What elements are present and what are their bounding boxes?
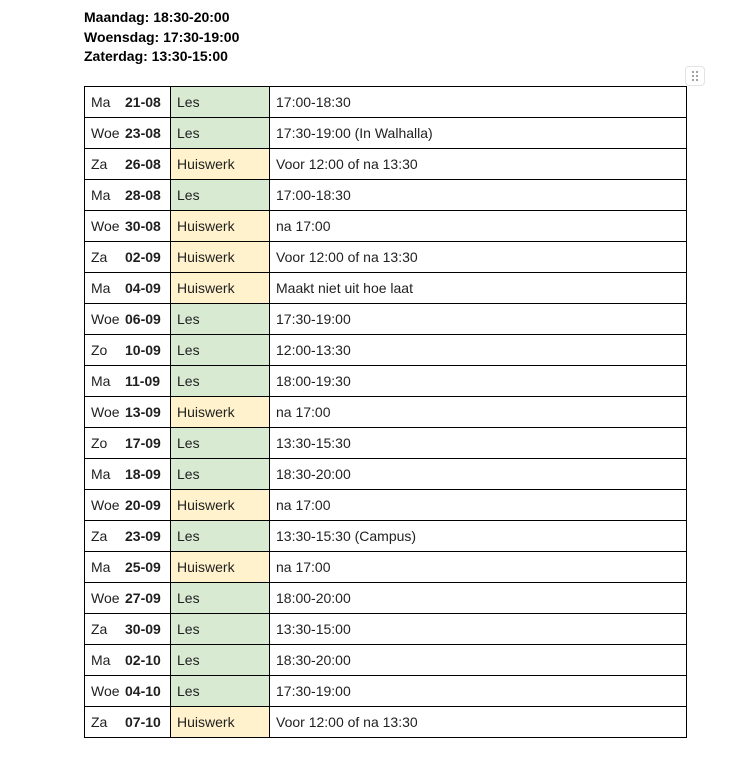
- day-date: 06-09: [125, 311, 161, 327]
- schedule-line-monday: Maandag: 18:30-20:00: [84, 9, 230, 25]
- table-row: [85, 707, 687, 738]
- day-date: 10-09: [125, 342, 161, 358]
- day-date: 21-08: [125, 94, 161, 110]
- day-name: Ma: [91, 373, 111, 389]
- day-date: 17-09: [125, 435, 161, 451]
- date-cell[interactable]: [85, 645, 171, 676]
- table-row: [85, 211, 687, 242]
- day-date: 30-08: [125, 218, 161, 234]
- day-name: Woe: [91, 497, 120, 513]
- date-cell[interactable]: [85, 614, 171, 645]
- day-date: 02-09: [125, 249, 161, 265]
- time-cell[interactable]: 18:00-20:00: [270, 583, 687, 614]
- drag-dots-icon: [691, 70, 699, 82]
- day-date: 07-10: [125, 714, 161, 730]
- type-cell[interactable]: Huiswerk: [171, 707, 270, 738]
- day-name: Ma: [91, 187, 111, 203]
- time-cell[interactable]: na 17:00: [270, 397, 687, 428]
- schedule-line-wednesday: Woensdag: 17:30-19:00: [84, 28, 240, 45]
- table-row: [85, 118, 687, 149]
- day-name: Ma: [91, 466, 111, 482]
- day-date: 13-09: [125, 404, 161, 420]
- table-row: [85, 645, 687, 676]
- time-cell[interactable]: Voor 12:00 of na 13:30: [270, 707, 687, 738]
- day-name: Ma: [91, 94, 111, 110]
- time-cell[interactable]: 17:00-18:30: [270, 87, 687, 118]
- day-name: Woe: [91, 125, 120, 141]
- time-cell[interactable]: 18:30-20:00: [270, 645, 687, 676]
- type-cell[interactable]: Les: [171, 304, 270, 335]
- schedule-table-body: [85, 87, 687, 738]
- date-cell[interactable]: [85, 211, 171, 242]
- table-row: [85, 273, 687, 304]
- date-cell[interactable]: [85, 149, 171, 180]
- day-date: 26-08: [125, 156, 161, 172]
- day-date: 30-09: [125, 621, 161, 637]
- day-name: Za: [91, 249, 108, 265]
- day-date: 23-08: [125, 125, 161, 141]
- time-cell[interactable]: 17:30-19:00 (In Walhalla): [270, 118, 687, 149]
- table-row: [85, 583, 687, 614]
- date-cell[interactable]: [85, 521, 171, 552]
- day-name: Za: [91, 156, 108, 172]
- time-cell[interactable]: 17:30-19:00: [270, 304, 687, 335]
- table-row: [85, 149, 687, 180]
- table-row: [85, 180, 687, 211]
- type-cell[interactable]: Les: [171, 521, 270, 552]
- date-cell[interactable]: [85, 118, 171, 149]
- day-name: Woe: [91, 590, 120, 606]
- time-cell[interactable]: 13:30-15:00: [270, 614, 687, 645]
- day-date: 23-09: [125, 528, 161, 544]
- day-date: 02-10: [125, 652, 161, 668]
- type-cell[interactable]: Les: [171, 180, 270, 211]
- time-cell[interactable]: na 17:00: [270, 211, 687, 242]
- day-name: Za: [91, 621, 108, 637]
- time-cell[interactable]: 18:30-20:00: [270, 459, 687, 490]
- day-date: 28-08: [125, 187, 161, 203]
- day-name: Ma: [91, 652, 111, 668]
- day-name: Zo: [91, 342, 108, 358]
- type-cell[interactable]: Les: [171, 118, 270, 149]
- type-cell[interactable]: Les: [171, 614, 270, 645]
- day-name: Za: [91, 714, 108, 730]
- time-cell[interactable]: Voor 12:00 of na 13:30: [270, 242, 687, 273]
- day-name: Woe: [91, 311, 120, 327]
- type-cell[interactable]: Les: [171, 428, 270, 459]
- time-cell[interactable]: na 17:00: [270, 552, 687, 583]
- date-cell[interactable]: [85, 552, 171, 583]
- table-row: [85, 676, 687, 707]
- type-cell[interactable]: Huiswerk: [171, 242, 270, 273]
- time-cell[interactable]: Maakt niet uit hoe laat: [270, 273, 687, 304]
- table-row: [85, 335, 687, 366]
- date-cell[interactable]: [85, 304, 171, 335]
- type-cell[interactable]: Les: [171, 335, 270, 366]
- date-cell[interactable]: [85, 676, 171, 707]
- table-row: [85, 366, 687, 397]
- table-row: [85, 490, 687, 521]
- weekly-schedule-summary: [84, 8, 239, 67]
- type-cell[interactable]: Huiswerk: [171, 149, 270, 180]
- table-row: [85, 242, 687, 273]
- day-date: 20-09: [125, 497, 161, 513]
- type-cell[interactable]: Les: [171, 676, 270, 707]
- day-date: 04-10: [125, 683, 161, 699]
- date-cell[interactable]: [85, 180, 171, 211]
- date-cell[interactable]: [85, 707, 171, 738]
- time-cell[interactable]: 18:00-19:30: [270, 366, 687, 397]
- day-date: 11-09: [125, 373, 161, 389]
- date-cell[interactable]: [85, 397, 171, 428]
- type-cell[interactable]: Huiswerk: [171, 273, 270, 304]
- table-row: [85, 304, 687, 335]
- time-cell[interactable]: 13:30-15:30 (Campus): [270, 521, 687, 552]
- table-row: [85, 614, 687, 645]
- table-row: [85, 428, 687, 459]
- type-cell[interactable]: Les: [171, 645, 270, 676]
- day-date: 25-09: [125, 559, 161, 575]
- table-drag-handle[interactable]: [685, 66, 705, 86]
- type-cell[interactable]: Huiswerk: [171, 552, 270, 583]
- time-cell[interactable]: 12:00-13:30: [270, 335, 687, 366]
- date-cell[interactable]: [85, 242, 171, 273]
- type-cell[interactable]: Les: [171, 583, 270, 614]
- day-date: 27-09: [125, 590, 161, 606]
- table-row: [85, 459, 687, 490]
- time-cell[interactable]: Voor 12:00 of na 13:30: [270, 149, 687, 180]
- day-name: Woe: [91, 218, 120, 234]
- date-cell[interactable]: [85, 87, 171, 118]
- date-cell[interactable]: [85, 459, 171, 490]
- table-row: [85, 397, 687, 428]
- date-cell[interactable]: [85, 428, 171, 459]
- type-cell[interactable]: Huiswerk: [171, 211, 270, 242]
- day-name: Zo: [91, 435, 108, 451]
- type-cell[interactable]: Huiswerk: [171, 490, 270, 521]
- type-cell[interactable]: Les: [171, 459, 270, 490]
- day-name: Ma: [91, 559, 111, 575]
- type-cell[interactable]: Les: [171, 87, 270, 118]
- table-row: [85, 552, 687, 583]
- day-date: 04-09: [125, 280, 161, 296]
- schedule-table: [84, 86, 687, 738]
- day-name: Za: [91, 528, 108, 544]
- type-cell[interactable]: Les: [171, 366, 270, 397]
- time-cell[interactable]: na 17:00: [270, 490, 687, 521]
- date-cell[interactable]: [85, 490, 171, 521]
- day-name: Woe: [91, 404, 120, 420]
- table-row: [85, 521, 687, 552]
- day-date: 18-09: [125, 466, 161, 482]
- day-name: Woe: [91, 683, 120, 699]
- time-cell[interactable]: 17:30-19:00: [270, 676, 687, 707]
- date-cell[interactable]: [85, 366, 171, 397]
- time-cell[interactable]: 17:00-18:30: [270, 180, 687, 211]
- date-cell[interactable]: [85, 583, 171, 614]
- date-cell[interactable]: [85, 273, 171, 304]
- table-row: [85, 87, 687, 118]
- type-cell[interactable]: Huiswerk: [171, 397, 270, 428]
- time-cell[interactable]: 13:30-15:30: [270, 428, 687, 459]
- day-name: Ma: [91, 280, 111, 296]
- date-cell[interactable]: [85, 335, 171, 366]
- schedule-line-saturday: Zaterdag: 13:30-15:00: [84, 48, 228, 64]
